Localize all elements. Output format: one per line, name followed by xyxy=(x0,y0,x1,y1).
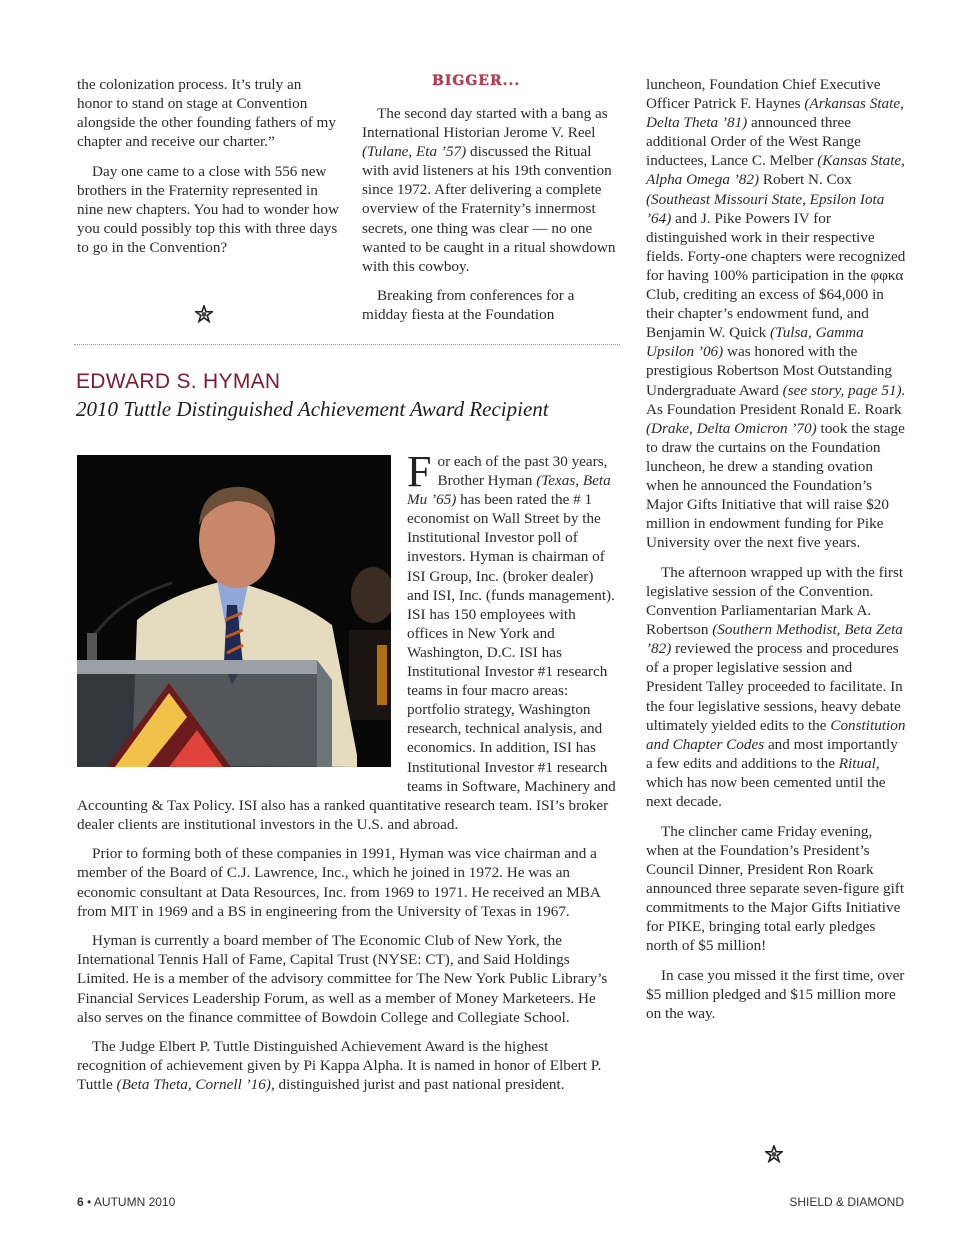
publication-name: SHIELD & DIAMOND xyxy=(789,1195,904,1209)
page-number: 6 xyxy=(77,1195,84,1209)
paragraph: the colonization process. It’s truly an honor to stand on stage at Convention alongside the other founding fathers of my chapter and receive our charter.” xyxy=(77,76,336,151)
star-ornament-icon xyxy=(765,1145,783,1163)
drop-cap: F xyxy=(407,447,432,496)
paragraph: luncheon, Foundation Chief Executive Officer Patrick F. Haynes (Arkansas State, Delta Theta ’81) announced three additional Order of the West Range inductees, Lance C. Melber (Kansas State, Alpha Omega ’82) Robert N. Cox (Southeast Missouri State, Epsilon Iota ’64) and J. Pike Powers IV for distinguished work in their respective fields. Forty-one chapters were recognized for having 100% participation in the φφκα Club, crediting an excess of $64,000 in their chapter’s endowment fund, and Benjamin W. Quick (Tulsa, Gamma Upsilon ’06) was honored with the prestigious Robertson Most Outstanding Undergraduate Award (see story, page 51). As Foundation President Ronald E. Roark (Drake, Delta Omicron ’70) took the stage to draw the curtains on the Foundation luncheon, he drew a standing ovation when he announced the Foundation’s Major Gifts Initiative that will raise $20 million in endowment funding for Pike University over the next five years. xyxy=(646,76,906,552)
footer-page-info: 6 • AUTUMN 2010 xyxy=(77,1195,176,1209)
column-3 xyxy=(646,75,908,1034)
paragraph: For each of the past 30 years, Brother Hyman (Texas, Beta Mu ’65) has been rated the # 1 economist on Wall Street by the Institutional Investor poll of investors. Hyman is chairman of ISI Group, Inc. (broker dealer) and ISI, Inc. (funds management). ISI has 150 employees with offices in New York and Washington, D.C. ISI has Institutional Investor #1 research teams in four macro areas: portfolio strategy, Washington research, technical analysis, and economics. In addition, ISI has Institutional Investor #1 research teams in Software, Machinery and Accounting & Tax Policy. ISI also has a ranked quantitative research team. ISI’s broker dealer clients are institutional investors in the U.S. and abroad. xyxy=(77,447,616,833)
star-ornament-icon xyxy=(195,305,213,323)
photo-float-spacer xyxy=(77,452,407,788)
feature-body xyxy=(77,447,617,1105)
feature-name-heading: EDWARD S. HYMAN xyxy=(76,370,281,393)
paragraph: In case you missed it the first time, over $5 million pledged and $15 million more on the way. xyxy=(646,966,905,1022)
paragraph: Day one came to a close with 556 new brothers in the Fraternity represented in nine new chapters. You had to wonder how you could possibly top this with three days to go in the Convention? xyxy=(77,162,339,257)
issue-label: AUTUMN 2010 xyxy=(93,1195,176,1209)
paragraph: The second day started with a bang as International Historian Jerome V. Reel (Tulane, Eta ’57) discussed the Ritual with avid listeners at his 19th convention since 1972. After delivering a complete overview of the Fraternity’s innermost secrets, one thing was clear — no one wanted to be caught in a ritual showdown with this cowboy. xyxy=(362,105,616,275)
feature-subtitle: 2010 Tuttle Distinguished Achievement Award Recipient xyxy=(76,397,549,421)
paragraph: Breaking from conferences for a midday fiesta at the Foundation xyxy=(362,287,575,324)
column-1 xyxy=(77,75,339,268)
paragraph: Hyman is currently a board member of The Economic Club of New York, the International Tennis Hall of Fame, Capital Trust (NYSE: CT), and Said Holdings Limited. He is a member of the advisory committee for The New York Public Library’s Financial Services Leadership Forum, as well as a member of Money Marketeers. He also serves on the finance committee of Bowdoin College and Collegiate School. xyxy=(77,932,608,1026)
paragraph: The afternoon wrapped up with the first legislative session of the Convention. Convention Parliamentarian Mark A. Robertson (Southern Methodist, Beta Zeta ’82) reviewed the process and procedures of a proper legislative session and President Talley proceeded to facilitate. In the four legislative sessions, heavy debate ultimately yielded edits to the Constitution and Chapter Codes and most importantly a few edits and additions to the Ritual, which has now been cemented until the next decade. xyxy=(646,563,906,810)
paragraph: Prior to forming both of these companies in 1991, Hyman was vice chairman and a member of the Board of C.J. Lawrence, Inc., which he joined in 1972. He was an economic consultant at Data Resources, Inc. from 1969 to 1971. He received an MBA from MIT in 1969 and a BS in engineering from the University of Texas in 1967. xyxy=(77,845,600,920)
paragraph: The clincher came Friday evening, when at the Foundation’s President’s Council Dinner, President Ron Roark announced three separate seven-figure gift commitments to the Major Gifts Initiative for PIKE, bringing total early pledges north of $5 million! xyxy=(646,822,905,955)
dotted-divider xyxy=(74,344,620,345)
section-heading-bigger: BIGGER... xyxy=(432,73,521,89)
paragraph: The Judge Elbert P. Tuttle Distinguished Achievement Award is the highest recognition of achievement given by Pi Kappa Alpha. It is named in honor of Elbert P. Tuttle (Beta Theta, Cornell ’16), distinguished jurist and past national president. xyxy=(77,1038,602,1094)
column-2 xyxy=(362,104,622,335)
